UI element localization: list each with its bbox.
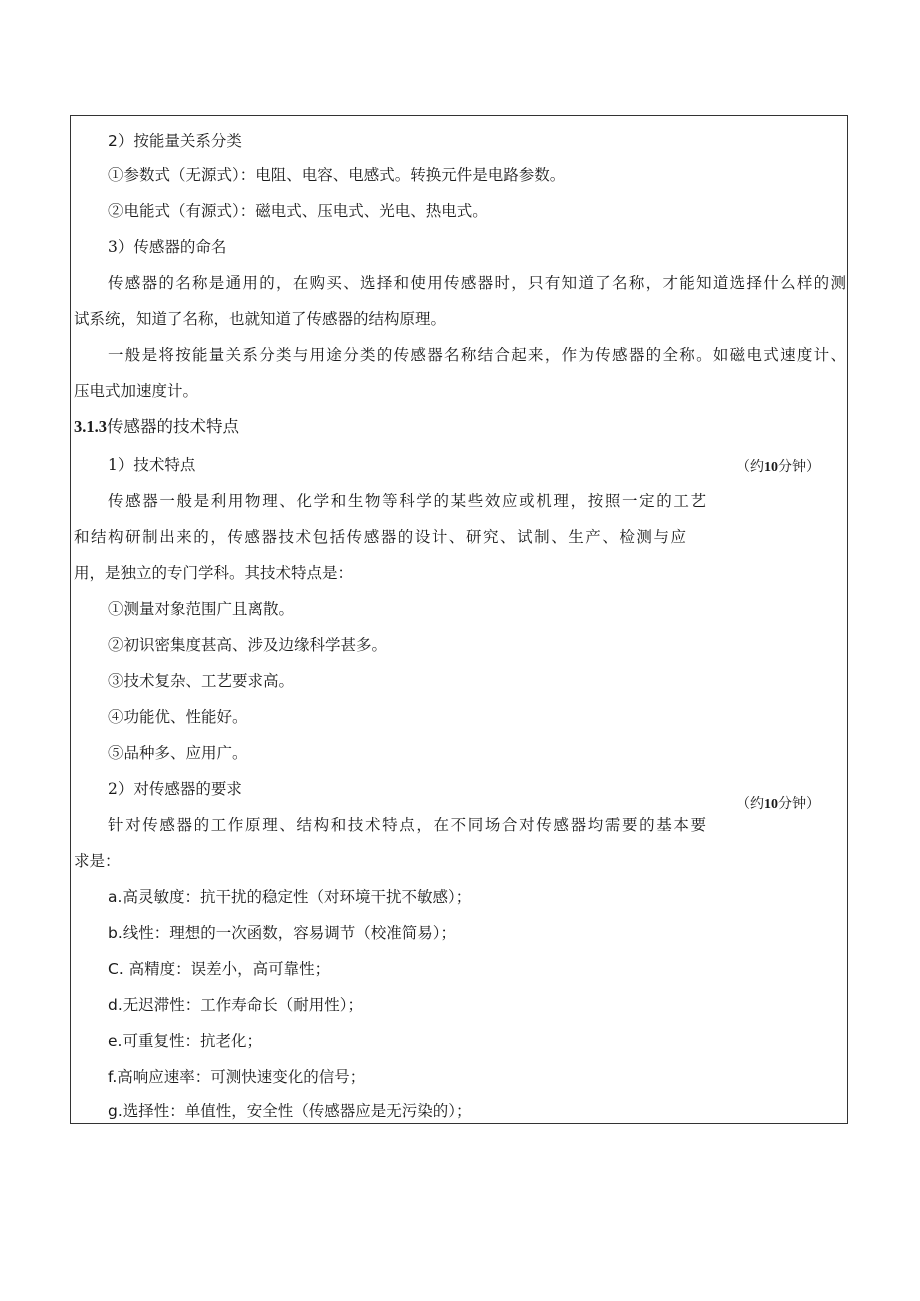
section-item-naming: 3）传感器的命名	[108, 238, 227, 256]
paragraph-fullname-line-1: 一般是将按能量关系分类与用途分类的传感器名称结合起来，作为传感器的全称。如磁电式速度计、	[108, 346, 846, 364]
requirement-item-c: C. 高精度：误差小，高可靠性；	[108, 960, 331, 978]
feature-item-1: ①测量对象范围广且离散。	[108, 600, 295, 618]
paragraph-naming-line-1: 传感器的名称是通用的，在购买、选择和使用传感器时，只有知道了名称，才能知道选择什么样的测	[108, 274, 846, 292]
paragraph-naming-line-2: 试系统，知道了名称，也就知道了传感器的结构原理。	[74, 310, 447, 328]
feature-item-4: ④功能优、性能好。	[108, 708, 248, 726]
paragraph-features-line-1: 传感器一般是利用物理、化学和生物等科学的某些效应或机理，按照一定的工艺	[108, 492, 706, 510]
subsection-requirements: 2）对传感器的要求	[108, 780, 242, 798]
time-note-2: （约10分钟）	[736, 796, 820, 812]
paragraph-requirements-line-2: 求是：	[74, 852, 121, 870]
section-heading-text: 传感器的技术特点	[107, 417, 239, 436]
section-heading-number: 3.1.3	[74, 417, 107, 436]
time-note-1: （约10分钟）	[736, 459, 820, 475]
line-parametric-type: ①参数式（无源式）：电阻、电容、电感式。转换元件是电路参数。	[108, 166, 566, 184]
requirement-item-d: d.无迟滞性：工作寿命长（耐用性）；	[108, 996, 364, 1014]
feature-item-5: ⑤品种多、应用广。	[108, 744, 248, 762]
feature-item-3: ③技术复杂、工艺要求高。	[108, 672, 295, 690]
requirement-item-b: b.线性：理想的一次函数，容易调节（校准简易）；	[108, 924, 457, 942]
paragraph-fullname-line-2: 压电式加速度计。	[74, 382, 199, 400]
paragraph-features-line-2: 和结构研制出来的，传感器技术包括传感器的设计、研究、试制、生产、检测与应	[74, 528, 686, 546]
requirement-item-g: g.选择性：单值性，安全性（传感器应是无污染的）；	[108, 1102, 472, 1120]
paragraph-features-line-3: 用，是独立的专门学科。其技术特点是：	[74, 564, 354, 582]
section-item-energy-classification: 2）按能量关系分类	[108, 132, 242, 150]
requirement-item-f: f.高响应速率：可测快速变化的信号；	[108, 1068, 366, 1086]
line-text: ）按能量关系分类	[117, 132, 242, 150]
paragraph-requirements-line-1: 针对传感器的工作原理、结构和技术特点，在不同场合对传感器均需要的基本要	[108, 816, 706, 834]
subsection-technical-features: 1）技术特点	[108, 456, 196, 474]
section-heading	[74, 417, 239, 437]
line-energy-type: ②电能式（有源式）：磁电式、压电式、光电、热电式。	[108, 202, 488, 220]
feature-item-2: ②初识密集度甚高、涉及边缘科学甚多。	[108, 636, 388, 654]
requirement-item-e: e.可重复性：抗老化；	[108, 1032, 262, 1050]
requirement-item-a: a.高灵敏度：抗干扰的稳定性（对环境干扰不敏感）；	[108, 888, 472, 906]
